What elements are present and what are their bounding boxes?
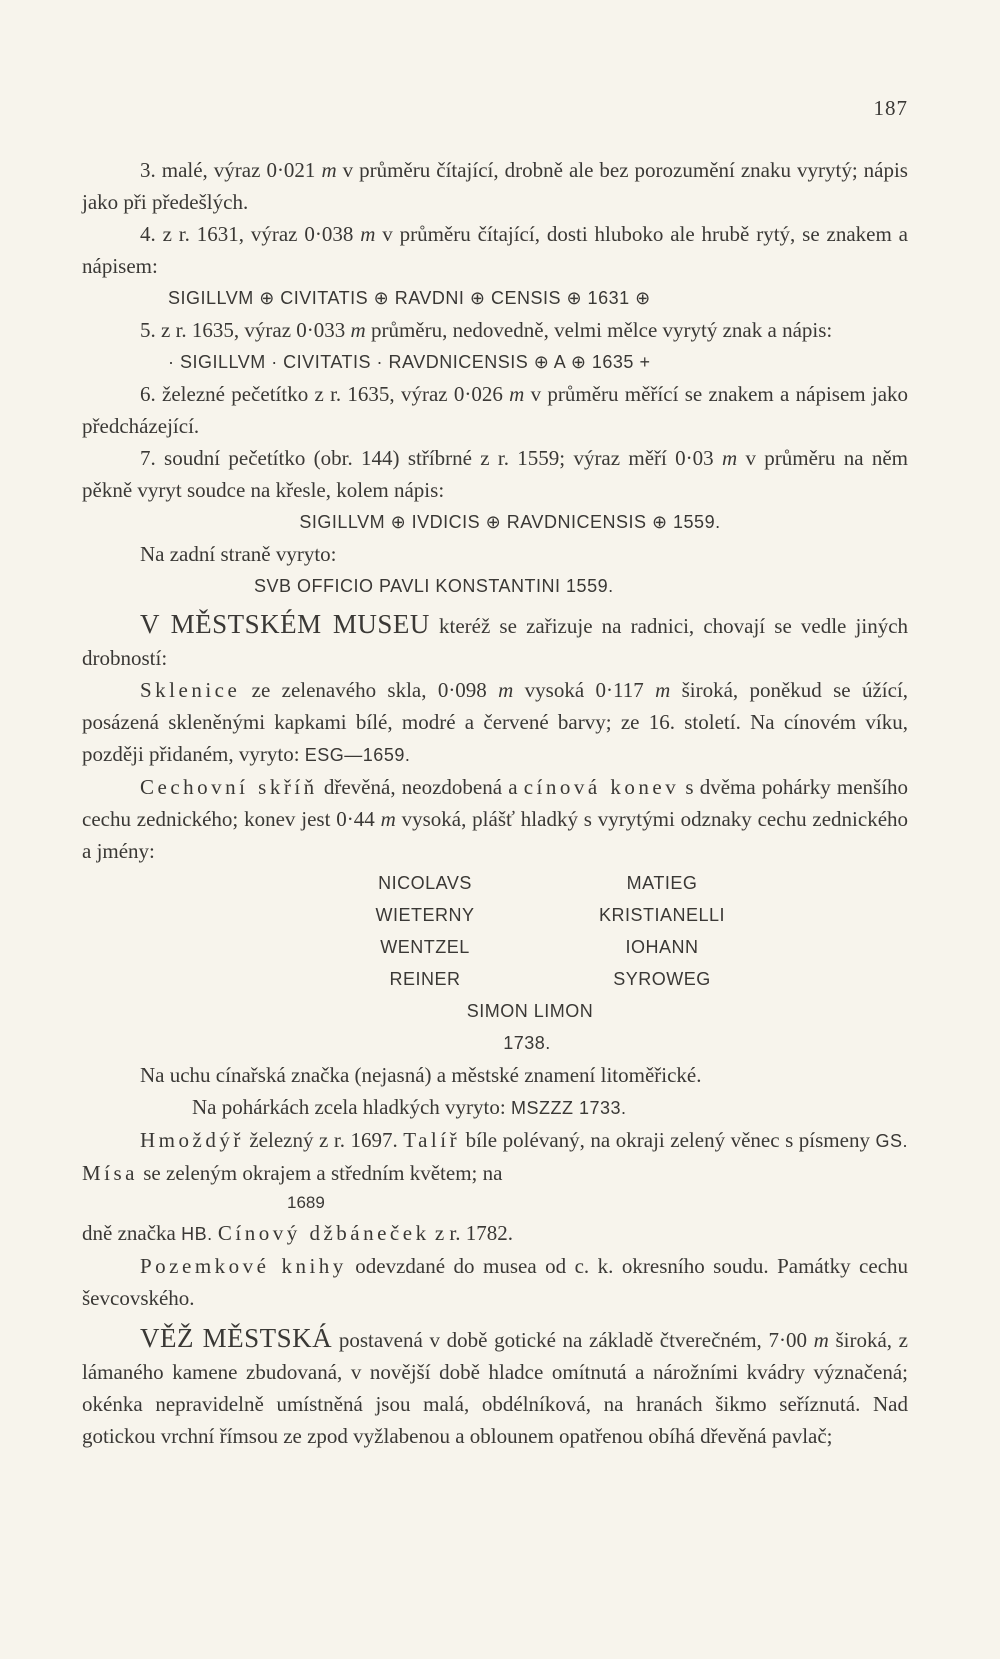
back-label: Na zadní straně vyryto: [140, 542, 337, 566]
names-row: WENTZEL IOHANN [380, 937, 699, 957]
names-list [82, 867, 908, 1059]
names-year: 1738. [503, 1033, 551, 1053]
tower-heading: VĚŽ MĚSTSKÁ [140, 1323, 333, 1353]
tower-paragraph: VĚŽ MĚSTSKÁ postavená v době gotické na základě čtverečném, 7·00 m široká, z lámaného kamene zbudovaná, v novější době hladce omítnutá a nárožními kvádry význačená; okénka nepravidelně umístněná jsou malá, obdélníková, na hranách šikmo seříznutá. Nad gotickou vrchní římsou ze zpod vyžlabenou a oblounem opatřenou obíhá dřevěná pavlač; [82, 1323, 908, 1448]
item-6: 6. železné pečetítko z r. 1635, výraz 0·026 m v průměru měřící se znakem a nápisem jako předcházející. [82, 382, 909, 438]
inscription-back: SVB OFFICIO PAVLI KONSTANTINI 1559. [254, 576, 614, 596]
handle-paragraph: Na uchu cínařská značka (nejasná) a městské znamení litoměřické. [140, 1063, 702, 1087]
item-7: 7. soudní pečetítko (obr. 144) stříbrné z r. 1559; výraz měří 0·03 m v průměru na něm pěkně vyryt soudce na křesle, kolem nápis: [82, 446, 909, 502]
museum-heading: V MĚSTSKÉM MUSEU [140, 609, 430, 639]
bowl-year: 1689 [287, 1193, 325, 1212]
case-paragraph: Cechovní skříň dřevěná, neozdobená a cínová konev s dvěma pohárky menšího cechu zednického; konev jest 0·44 m vysoká, plášť hladký s vyrytými odznaky cechu zednického a jmény: [82, 775, 909, 863]
item-5: 5. z r. 1635, výraz 0·033 m průměru, nedovedně, velmi mělce vyrytý znak a nápis: [140, 318, 833, 342]
bowl-paragraph: dně značka HB. Cínový džbáneček z r. 1782. [82, 1221, 513, 1245]
inscription-5: · SIGILLVM · CIVITATIS · RAVDNICENSIS ⊕ A ⊕ 1635 + [168, 352, 651, 372]
books-paragraph: Pozemkové knihy odevzdané do musea od c. k. okresního soudu. Památky cechu ševcovského. [82, 1254, 909, 1310]
names-single: SIMON LIMON [466, 1001, 594, 1021]
item-4: 4. z r. 1631, výraz 0·038 m v průměru čítající, dosti hluboko ale hrubě rytý, se znakem a nápisem: [82, 222, 908, 278]
museum-paragraph: V MĚSTSKÉM MUSEU kteréž se zařizuje na radnici, chovají se vedle jiných drobností: [82, 609, 909, 670]
mortar-paragraph: Hmoždýř železný z r. 1697. Talíř bíle polévaný, na okraji zelený věnec s písmeny GS. Mísa se zeleným okrajem a středním květem; na [82, 1128, 908, 1185]
names-row: NICOLAVS MATIEG [378, 873, 698, 893]
page-number: 187 [873, 96, 908, 120]
cups-paragraph: Na pohárkách zcela hladkých vyryto: MSZZZ 1733. [192, 1095, 627, 1119]
glass-paragraph: Sklenice ze zelenavého skla, 0·098 m vysoká 0·117 m široká, poněkud se úžící, posázená skleněnými kapkami bílé, modré a červené barvy; ze 16. století. Na cínovém víku, později přidaném, vyryto: ESG—1659. [82, 678, 909, 766]
page-body [82, 154, 908, 1452]
item-3: 3. malé, výraz 0·021 m v průměru čítající, drobně ale bez porozumění znaku vyrytý; nápis jako při předešlých. [82, 158, 908, 214]
names-row: REINER SYROWEG [389, 969, 711, 989]
names-row: WIETERNY KRISTIANELLI [375, 905, 726, 925]
inscription-4: SIGILLVM ⊕ CIVITATIS ⊕ RAVDNI ⊕ CENSIS ⊕ 1631 ⊕ [168, 288, 651, 308]
inscription-7: SIGILLVM ⊕ IVDICIS ⊕ RAVDNICENSIS ⊕ 1559. [299, 512, 721, 532]
